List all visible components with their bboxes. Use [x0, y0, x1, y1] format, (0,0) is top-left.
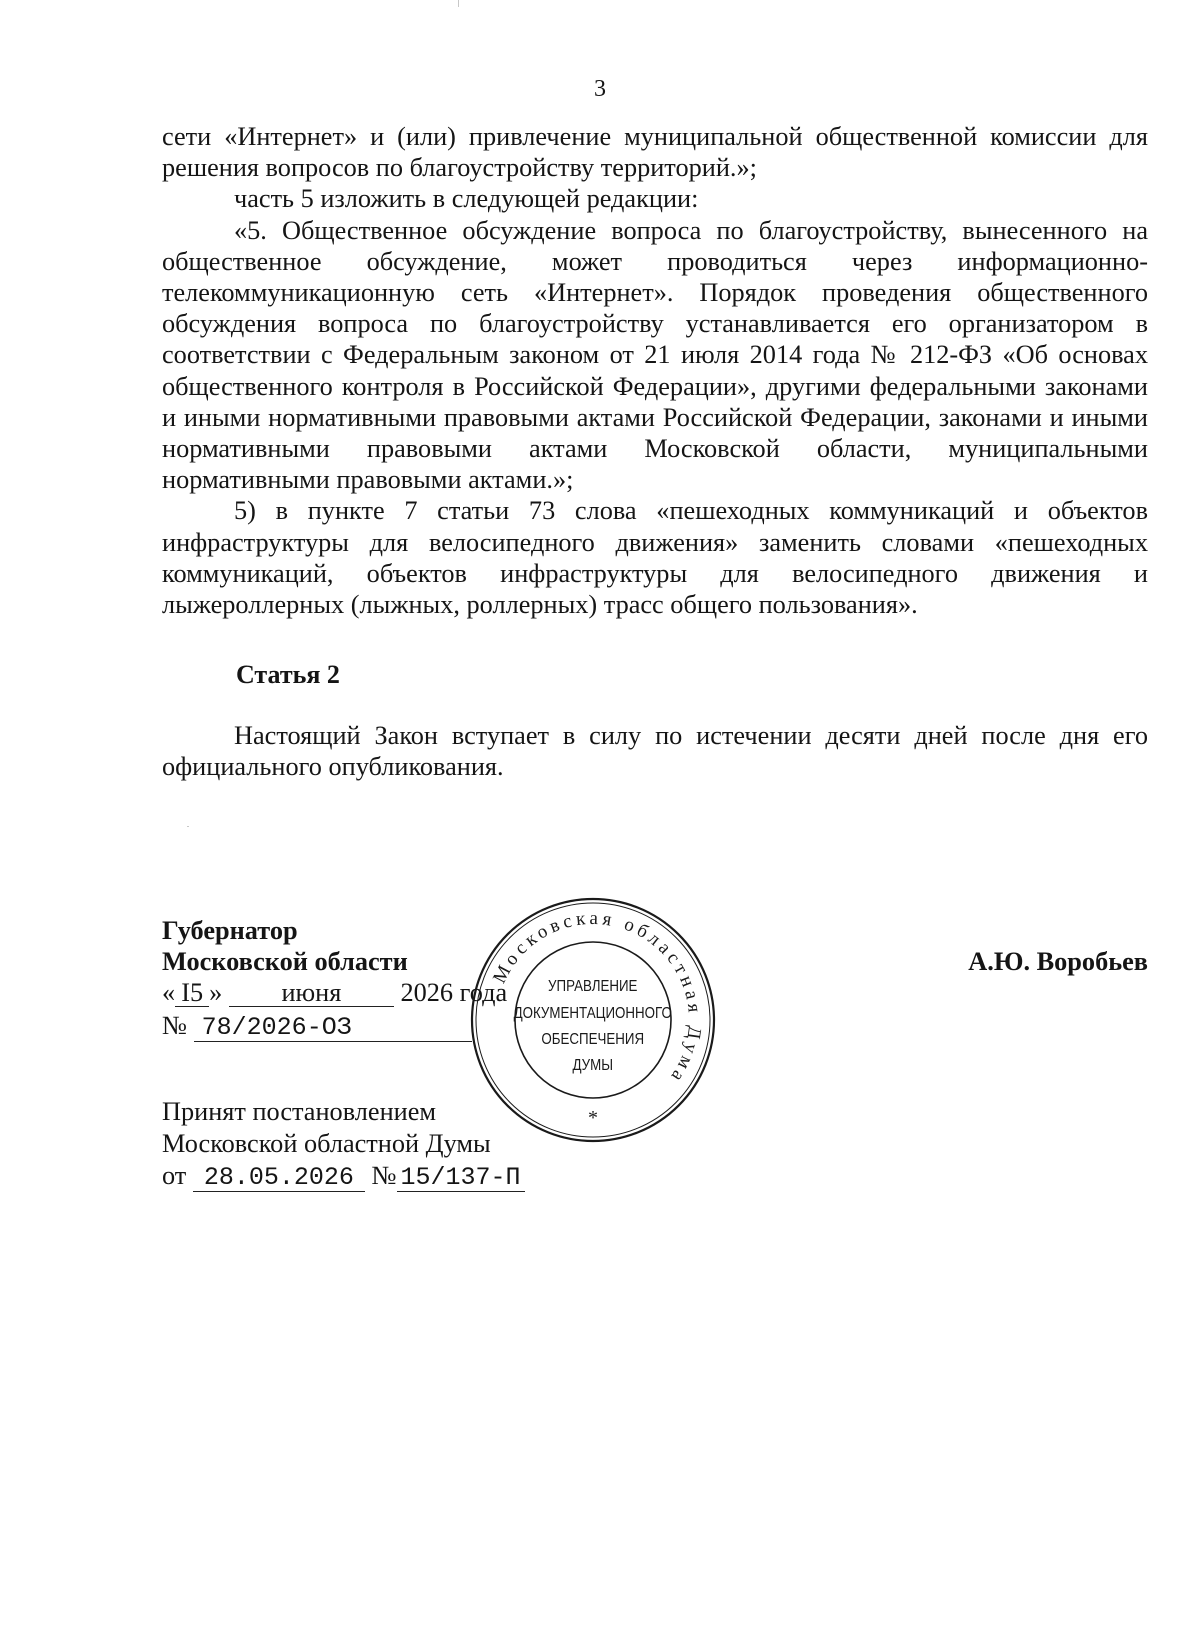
scan-speck [458, 0, 459, 7]
signing-year: 2026 года [400, 978, 508, 1007]
adoption-date-value: 28.05.2026 [193, 1165, 365, 1192]
law-number-value: 78/2026-ОЗ [194, 1015, 472, 1042]
date-open-quote: « [162, 978, 176, 1007]
article-2-heading: Статья 2 [236, 660, 340, 689]
law-number-label: № [162, 1011, 188, 1040]
signing-date [162, 978, 507, 1008]
seal-star: * [588, 1107, 598, 1129]
paragraph-continuation: сети «Интернет» и (или) привлечение муниципальной общественной комиссии для решения вопросов по благоустройству территорий.»; [162, 122, 1148, 183]
adoption-number-label: № [371, 1161, 397, 1190]
signing-month: июня [229, 980, 394, 1007]
date-close-quote: » [209, 978, 223, 1007]
signing-day: I5 [175, 980, 209, 1007]
law-number [162, 1011, 472, 1042]
governor-title-line2: Московской области [162, 947, 408, 976]
article-2-paragraph: Настоящий Закон вступает в силу по истечении десяти дней после дня его официального опубликования. [162, 721, 1148, 782]
adoption-line2: Московской областной Думы [162, 1129, 491, 1158]
governor-title-line1: Губернатор [162, 916, 298, 945]
law-amendment-text [162, 121, 1148, 620]
seal-center-line4: ДУМЫ [572, 1056, 614, 1075]
adoption-date-label: от [162, 1161, 187, 1190]
page-number: 3 [594, 76, 606, 102]
seal-center-line3: ОБЕСПЕЧЕНИЯ [541, 1031, 645, 1049]
scan-speck [187, 826, 189, 827]
seal-center-line1: УПРАВЛЕНИЕ [548, 978, 638, 996]
paragraph-part5-intro: часть 5 изложить в следующей редакции: [234, 184, 699, 214]
official-seal [469, 896, 717, 1144]
adoption-line1: Принят постановлением [162, 1097, 437, 1126]
seal-ring-text: Московская областная Дума [489, 907, 706, 1089]
paragraph-part5-new-text: «5. Общественное обсуждение вопроса по благоустройству, вынесенного на общественное обсуждение, может проводиться через информационно-телекоммуникационную сеть «Интернет». Порядок проведения общественного обсуждения вопроса по благоустройству устанавливается его организатором в соответствии с Федеральным законом от 21 июля 2014 года № 212-ФЗ «Об основах общественного контроля в Российской Федерации», другими федеральными законами и иными нормативными правовыми актами Российской Федерации, законами и иными нормативными правовыми актами Московской области, муниципальными нормативными правовыми актами.»; [162, 215, 1148, 495]
paragraph-item5: 5) в пункте 7 статьи 73 слова «пешеходных коммуникаций и объектов инфраструктуры для велосипедного движения» заменить словами «пешеходных коммуникаций, объектов инфраструктуры для велосипедного движения и лыжероллерных (лыжных, роллерных) трасс общего пользования». [162, 496, 1148, 620]
governor-name: А.Ю. Воробьев [968, 947, 1148, 976]
adoption-date-number [162, 1161, 525, 1192]
seal-center-line2: ДОКУМЕНТАЦИОННОГО [513, 1005, 672, 1023]
article-2-text [162, 720, 1148, 782]
adoption-number-value: 15/137-П [397, 1165, 525, 1192]
